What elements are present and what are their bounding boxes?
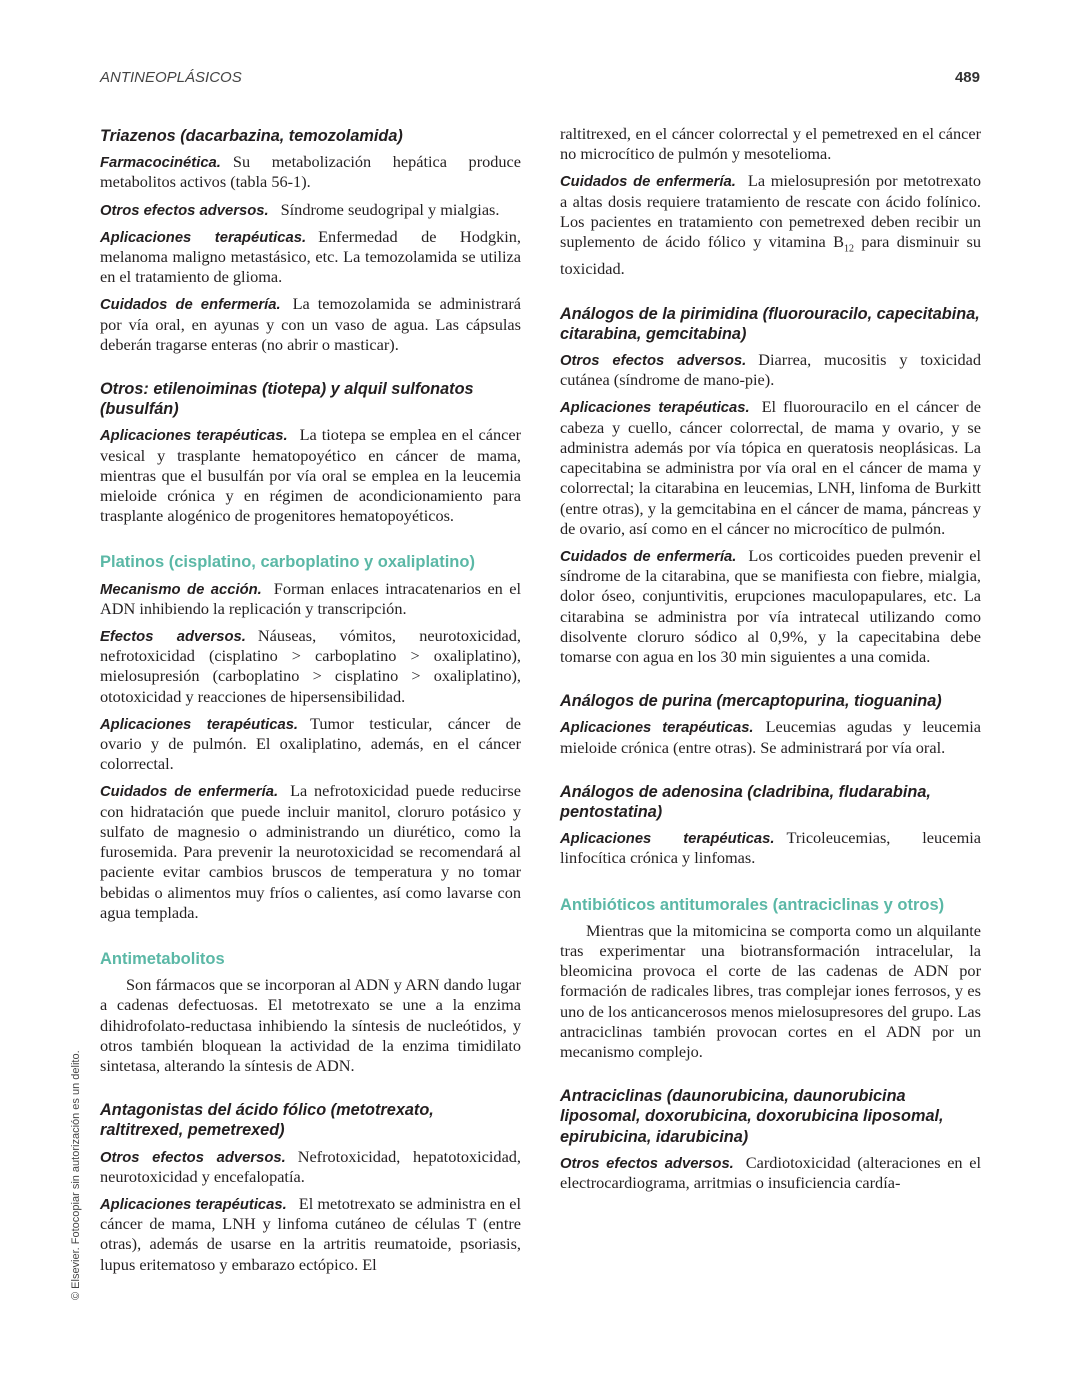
paragraph-lead: Cuidados de enfermería. [560, 548, 737, 565]
subsection-heading: Antraciclinas (daunorubicina, daunorubicina liposomal, doxorubicina, doxorubicina liposomal, epirubicina, idarubicina) [560, 1087, 944, 1146]
running-header-title: ANTINEOPLÁSICOS [100, 69, 242, 86]
paragraph-text: Diarrea, mucositis y toxicidad cutánea (síndrome de mano-pie). [560, 350, 981, 390]
paragraph-lead: Aplicaciones terapéuticas. [100, 716, 299, 733]
paragraph-lead: Cuidados de enfermería. [100, 297, 281, 314]
paragraph-text: raltitrexed, en el cáncer colorrectal y el pemetrexed en el cáncer no microcítico de pulmón y mesotelioma. [560, 124, 981, 164]
subsection-heading: Análogos de la pirimidina (fluorouracilo, capecitabina, citarabina, gemcitabina) [560, 304, 980, 343]
paragraph [560, 171, 981, 279]
paragraph [100, 200, 521, 220]
paragraph [560, 717, 981, 757]
paragraph-text: Los corticoides pueden prevenir el síndrome de la citarabina, que se manifiesta con fiebre, mialgia, dolor óseo, conjuntivitis, erupciones maculopapulares, etc. La citarabina se administra por vía intratecal utilizando como disolvente cloruro sódico al 0,9%, y la capecitabina debe tomarse con agua en los 30 min siguientes a una comida. [560, 545, 981, 666]
section-heading: Antibióticos antitumorales (antraciclinas y otros) [560, 895, 945, 914]
paragraph [560, 1153, 981, 1193]
paragraph-text: Tumor testicular, cáncer de ovario y de pulmón. El oxaliplatino, además, en el cáncer colorrectal. [100, 713, 521, 774]
paragraph [100, 227, 521, 288]
paragraph-lead: Farmacocinética. [100, 155, 221, 172]
paragraph-lead: Aplicaciones terapéuticas. [560, 831, 775, 848]
subsection-heading: Triazenos (dacarbazina, temozolamida) [100, 127, 403, 145]
paragraph-text: Nefrotoxicidad, hepatotoxicidad, neurotoxicidad y encefalopatía. [100, 1146, 522, 1186]
paragraph [560, 921, 981, 1062]
paragraph [560, 828, 981, 868]
paragraph-lead: Otros efectos adversos. [560, 353, 747, 370]
paragraph-lead: Otros efectos adversos. [560, 1155, 734, 1172]
paragraph [100, 425, 521, 526]
paragraph-lead: Aplicaciones terapéuticas. [560, 720, 754, 737]
paragraph [100, 152, 521, 192]
paragraph-text: Mientras que la mitomicina se comporta como un alquilante tras experimentar una biotransformación intracelular, la bleomicina provoca el corte de las cadenas de ADN por formación de radicales libres, tras complejar iones ferrosos, y es uno de los anticancerosos menos mielosupresores del grupo. Las antraciclinas también provocan cortes en el ADN por un mecanismo complejo. [560, 920, 981, 1061]
section-heading: Platinos (cisplatino, carboplatino y oxaliplatino) [100, 553, 475, 572]
subscript: 12 [843, 243, 854, 255]
paragraph-lead: Efectos adversos. [100, 629, 246, 646]
paragraph [560, 350, 981, 390]
paragraph-text: Tricoleucemias, leucemia linfocítica crónica y linfomas. [560, 828, 981, 868]
paragraph-text: El fluorouracilo en el cáncer de cabeza y cuello, cáncer colorrectal, de mama y ovario, y se administra además por vía tópica en queratosis neoplásicas. La capecitabina se administra por vía oral en el cáncer de mama y colorrectal; la citarabina en leucemias, LNH, linfoma de Burkitt (entre otras), y la gemcitabina en el cáncer de mama, páncreas y de ovario, así como en el cáncer no microcítico de pulmón. [560, 397, 981, 538]
paragraph-lead: Aplicaciones terapéuticas. [100, 229, 307, 246]
paragraph-lead: Otros efectos adversos. [100, 1149, 286, 1166]
paragraph-lead: Aplicaciones terapéuticas. [100, 1196, 287, 1213]
paragraph-text: Náuseas, vómitos, neurotoxicidad, nefrotoxicidad (cisplatino > carboplatino > oxaliplatino), mielosupresión (carboplatino > cisplatino > oxaliplatino), ototoxicidad y reacciones de hipersensibilidad. [100, 626, 521, 706]
paragraph-lead: Mecanismo de acción. [100, 581, 262, 598]
paragraph [100, 975, 521, 1076]
paragraph-text: Leucemias agudas y leucemia mieloide crónica (entre otras). Se administrará por vía oral. [560, 717, 981, 757]
paragraph-text: Son fármacos que se incorporan al ADN y ARN dando lugar a cadenas defectuosas. El metotrexato se une a la enzima dihidrofolato-reductasa inhibiendo la síntesis de nucleótidos, y otros también bloquean la actividad de la enzima timidilato sintetasa, alterando la síntesis de ADN. [100, 975, 521, 1075]
right-column [560, 124, 981, 1200]
paragraph-text: Su metabolización hepática produce metabolitos activos (tabla 56-1). [100, 152, 521, 192]
paragraph-text: La tiotepa se emplea en el cáncer vesical y trasplante hematopoyético en cáncer de mama, mientras que el busulfán por vía oral se emplea en la leucemia mieloide crónica y en régimen de acondicionamiento para trasplante alogénico de progenitores hematopoyéticos. [100, 425, 521, 526]
subsection-heading: Antagonistas del ácido fólico (metotrexato, raltitrexed, pemetrexed) [100, 1101, 434, 1140]
subsection-heading: Análogos de purina (mercaptopurina, tioguanina) [560, 692, 942, 711]
left-column [100, 124, 521, 1282]
paragraph [100, 579, 521, 619]
subsection-heading: Análogos de adenosina (cladribina, fludarabina, pentostatina) [560, 782, 931, 821]
paragraph-text: La temozolamida se administrará por vía oral, en ayunas y con un vaso de agua. Las cápsulas deberán tragarse enteras (no abrir o masticar). [100, 294, 521, 354]
paragraph-text: La nefrotoxicidad puede reducirse con hidratación que puede incluir manitol, cloruro potásico y sulfato de magnesio o administrando un diurético, como la furosemida. Para prevenir la neurotoxicidad se recomendará al paciente evitar cambios bruscos de temperatura y no tomar bebidas o alimentos muy fríos o calientes, así como lavarse con agua templada. [100, 781, 521, 922]
paragraph-text: Forman enlaces intracatenarios en el ADN inhibiendo la replicación y transcripción. [100, 578, 521, 618]
paragraph-lead: Aplicaciones terapéuticas. [560, 400, 750, 417]
paragraph-lead: Cuidados de enfermería. [100, 784, 279, 801]
paragraph-lead: Otros efectos adversos. [100, 202, 269, 219]
paragraph [100, 626, 521, 707]
paragraph [100, 1194, 521, 1275]
section-heading: Antimetabolitos [100, 949, 225, 968]
paragraph [100, 781, 521, 922]
subsection-heading: Otros: etilenoiminas (tiotepa) y alquil sulfonatos (busulfán) [100, 380, 474, 419]
paragraph-text: Enfermedad de Hodgkin, melanoma maligno metastásico, etc. La temozolamida se utiliza en el tratamiento de glioma. [100, 226, 521, 287]
paragraph-lead: Cuidados de enfermería. [560, 174, 736, 191]
copyright-notice: © Elsevier. Fotocopiar sin autorización es un delito. [70, 1050, 82, 1300]
paragraph-text: La mielosupresión por metotrexato a altas dosis requiere tratamiento de rescate con ácido folínico. Los pacientes en tratamiento con pemetrexed deben recibir un suplemento de ácido fólico y vitamina B [560, 171, 981, 252]
paragraph [560, 397, 981, 538]
paragraph [100, 1147, 521, 1187]
paragraph-lead: Aplicaciones terapéuticas. [100, 428, 288, 445]
paragraph [100, 294, 521, 355]
paragraph-text: Cardiotoxicidad (alteraciones en el electrocardiograma, arritmias o insuficiencia cardía- [560, 1152, 981, 1192]
paragraph-text: El metotrexato se administra en el cáncer de mama, LNH y linfoma cutáneo de células T (entre otras), además de usarse en la artritis reumatoide, psoriasis, lupus eritematoso y embarazo ectópico. El [100, 1193, 522, 1274]
paragraph [560, 124, 981, 164]
paragraph [560, 546, 981, 667]
paragraph-text: Síndrome seudogripal y mialgias. [280, 199, 500, 219]
paragraph [100, 714, 521, 775]
page-number: 489 [954, 69, 980, 86]
paragraph-text: para disminuir su toxicidad. [560, 232, 981, 279]
